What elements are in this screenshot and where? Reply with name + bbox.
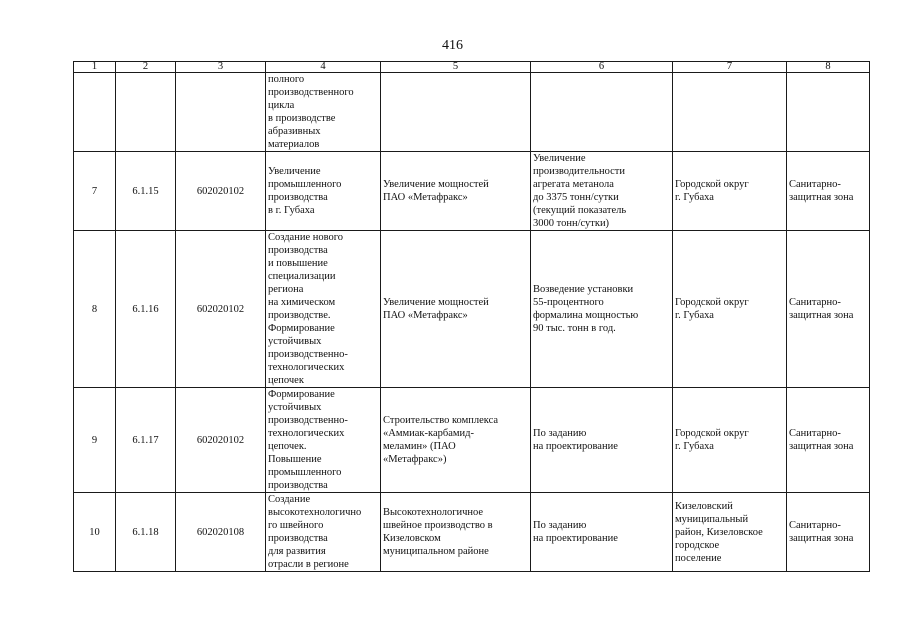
- row-location: [673, 73, 787, 152]
- row-location: Городской округ г. Губаха: [673, 152, 787, 231]
- row-id: 602020102: [176, 231, 266, 388]
- row-zone: Санитарно- защитная зона: [787, 231, 870, 388]
- page-number: 416: [442, 38, 463, 53]
- row-id: [176, 73, 266, 152]
- row-code: [116, 73, 176, 152]
- row-id: 602020108: [176, 493, 266, 572]
- column-header: 1: [74, 62, 116, 73]
- row-name: Увеличение мощностей ПАО «Метафракс»: [381, 231, 531, 388]
- column-header: 6: [531, 62, 673, 73]
- row-location: Городской округ г. Губаха: [673, 388, 787, 493]
- row-zone: Санитарно- защитная зона: [787, 152, 870, 231]
- objects-table: [73, 61, 870, 572]
- row-params: По заданию на проектирование: [531, 388, 673, 493]
- row-name: Высокотехнологичное швейное производство в Кизеловском муниципальном районе: [381, 493, 531, 572]
- row-number: 7: [74, 152, 116, 231]
- row-name: Строительство комплекса «Аммиак-карбамид- меламин» (ПАО «Метафракс»): [381, 388, 531, 493]
- row-goal: полного производственного цикла в производстве абразивных материалов: [266, 73, 381, 152]
- row-code: 6.1.15: [116, 152, 176, 231]
- table-row: [74, 231, 870, 388]
- table-row: [74, 493, 870, 572]
- column-header: 2: [116, 62, 176, 73]
- row-goal: Формирование устойчивых производственно- технологических цепочек. Повышение промышленного производства: [266, 388, 381, 493]
- table-row: [74, 388, 870, 493]
- row-code: 6.1.18: [116, 493, 176, 572]
- row-number: 9: [74, 388, 116, 493]
- row-params: Увеличение производительности агрегата метанола до 3375 тонн/сутки (текущий показатель 3000 тонн/сутки): [531, 152, 673, 231]
- row-goal: Создание нового производства и повышение специализации региона на химическом производстве. Формирование устойчивых производственно- технологических цепочек: [266, 231, 381, 388]
- row-location: Кизеловский муниципальный район, Кизеловское городское поселение: [673, 493, 787, 572]
- row-location: Городской округ г. Губаха: [673, 231, 787, 388]
- row-name: Увеличение мощностей ПАО «Метафракс»: [381, 152, 531, 231]
- row-id: 602020102: [176, 388, 266, 493]
- row-zone: Санитарно- защитная зона: [787, 493, 870, 572]
- column-header: 4: [266, 62, 381, 73]
- column-header: 8: [787, 62, 870, 73]
- row-number: 8: [74, 231, 116, 388]
- row-id: 602020102: [176, 152, 266, 231]
- row-goal: Увеличение промышленного производства в г. Губаха: [266, 152, 381, 231]
- row-goal: Создание высокотехнологично го швейного производства для развития отрасли в регионе: [266, 493, 381, 572]
- column-header: 3: [176, 62, 266, 73]
- row-params: Возведение установки 55-процентного формалина мощностью 90 тыс. тонн в год.: [531, 231, 673, 388]
- row-zone: [787, 73, 870, 152]
- column-header: 5: [381, 62, 531, 73]
- table-row: [74, 152, 870, 231]
- row-number: [74, 73, 116, 152]
- table-row: [74, 73, 870, 152]
- row-name: [381, 73, 531, 152]
- row-params: [531, 73, 673, 152]
- row-params: По заданию на проектирование: [531, 493, 673, 572]
- row-code: 6.1.17: [116, 388, 176, 493]
- table-header-row: [74, 62, 870, 73]
- row-number: 10: [74, 493, 116, 572]
- row-zone: Санитарно- защитная зона: [787, 388, 870, 493]
- column-header: 7: [673, 62, 787, 73]
- row-code: 6.1.16: [116, 231, 176, 388]
